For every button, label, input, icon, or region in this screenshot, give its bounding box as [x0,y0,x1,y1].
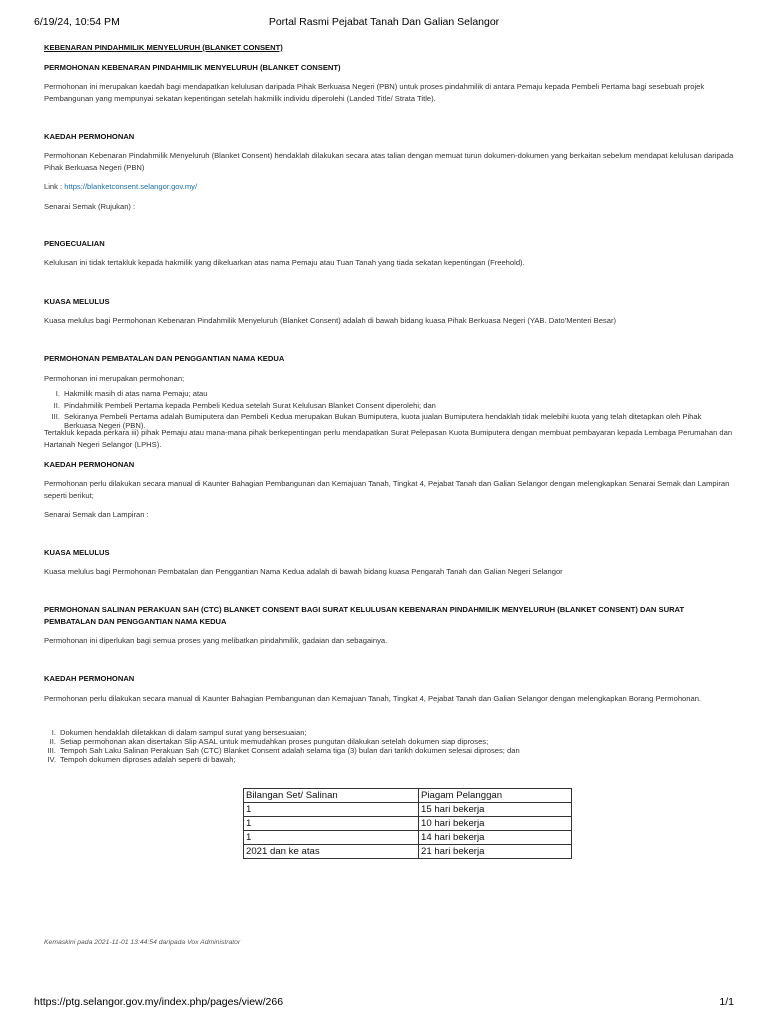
list-item: III. Tempoh Sah Laku Salinan Perakuan Sah (CTC) Blanket Consent adalah selama tiga (3) bulan dari tarikh dokumen selesai diproses; dan [47,746,520,755]
list-item: II. Pindahmilik Pembeli Pertama kepada Pembeli Kedua setelah Surat Kelulusan Blanket Consent diperolehi; dan [53,400,436,410]
table-header-row [244,789,572,803]
last-updated-note: Kemaskini pada 2021-11-01 13:44:54 daripada Vox Administrator [44,938,241,946]
section-heading-kaedah-3: KAEDAH PERMOHONAN [44,674,135,683]
section-text-pengecualian: Kelulusan ini tidak tertakluk kepada hakmilik yang dikeluarkan atas nama Pemaju atau Tuan Tanah yang tiada sekatan kepentingan (Freehold). [44,258,525,267]
section-text-kaedah-1: Permohonan Kebenaran Pindahmilik Menyeluruh (Blanket Consent) hendaklah dilakukan secara atas talian dengan memuat turun dokumen-dokumen yang berkaitan sebelum mendapat kelulusan daripada Pihak Berkuasa Negeri (PBN) [44,151,734,172]
senarai-semak-lampiran: Senarai Semak dan Lampiran : [44,510,149,519]
blanket-consent-link[interactable]: https://blanketconsent.selangor.gov.my/ [64,182,198,191]
table-header: Piagam Pelanggan [419,789,572,803]
table-cell: 15 hari bekerja [419,803,572,817]
table-cell: 1 [244,831,419,845]
section-text-kaedah-2: Permohonan perlu dilakukan secara manual di Kaunter Bahagian Pembangunan dan Kemajuan Tanah, Tingkat 4, Pejabat Tanah dan Galian Selangor dengan melengkapkan Senarai Semak dan Lampiran seperti berikut; [44,479,730,500]
link-label: Link : [44,182,65,191]
print-footer [34,996,734,1010]
table-cell: 1 [244,803,419,817]
list-item: I. Hakmilik masih di atas nama Pemaju; atau [55,389,208,398]
section-heading-kuasa-melulus-1: KUASA MELULUS [44,297,110,306]
table-row [244,845,572,859]
section-intro-pembatalan: Permohonan ini merupakan permohonan; [44,374,185,383]
table-row [244,831,572,845]
page-title: KEBENARAN PINDAHMILIK MENYELURUH (BLANKET CONSENT) [44,43,283,52]
table-cell: 2021 dan ke atas [244,845,419,859]
list-item: IV. Tempoh dokumen diproses adalah seperti di bawah; [47,755,236,764]
table-cell: 10 hari bekerja [419,817,572,831]
pembatalan-note: Tertakluk kepada perkara iii) pihak Pemaju atau mana-mana pihak berkepentingan perlu mendapatkan Surat Pelepasan Kuota Bumiputera dengan membuat pembayaran kepada Lembaga Perumahan dan Hartanah Negeri Selangor (LPHS). [44,428,733,449]
section-text-blanket-consent: Permohonan ini merupakan kaedah bagi mendapatkan kelulusan daripada Pihak Berkuasa Negeri (PBN) untuk proses pindahmilik di antara Pemaju kepada Pembeli Pertama bagi sesebuah projek Pembangunan yang mempunyai sekatan kepentingan setelah hakmilik individu diperolehi (Landed Title/ Strata Title). [44,82,705,103]
table-row [244,803,572,817]
senarai-semak-rujukan: Senarai Semak (Rujukan) : [44,202,136,211]
print-datetime: 6/19/24, 10:54 PM [34,16,120,28]
table-cell: 1 [244,817,419,831]
print-url: https://ptg.selangor.gov.my/index.php/pages/view/266 [34,996,284,1008]
link-line [44,181,197,193]
processing-time-table [243,788,572,859]
section-heading-pembatalan: PERMOHONAN PEMBATALAN DAN PENGGANTIAN NAMA KEDUA [44,354,285,363]
table-cell: 21 hari bekerja [419,845,572,859]
print-page-title: Portal Rasmi Pejabat Tanah Dan Galian Selangor [268,16,500,28]
section-heading-blanket-consent: PERMOHONAN KEBENARAN PINDAHMILIK MENYELURUH (BLANKET CONSENT) [44,63,341,72]
print-header [34,16,734,30]
list-item: III. Sekiranya Pembeli Pertama adalah Bumiputera dan Pembeli Kedua merupakan Bukan Bumiputera, kuota jualan Bumiputera hendaklah tidak melebihi kuota yang telah ditetapkan oleh Pihak Berkuasa Negeri (PBN). [51,412,702,430]
table-row [244,817,572,831]
list-item: II. Setiap permohonan akan disertakan Slip ASAL untuk memudahkan proses pungutan dilakukan setelah dokumen siap diproses; [49,737,489,746]
table-header: Bilangan Set/ Salinan [244,789,419,803]
section-text-kuasa-melulus-2: Kuasa melulus bagi Permohonan Pembatalan dan Penggantian Nama Kedua adalah di bawah bidang kuasa Pengarah Tanah dan Galian Negeri Selangor [44,567,563,576]
section-text-ctc: Permohonan ini diperlukan bagi semua proses yang melibatkan pindahmilik, gadaian dan sebagainya. [44,636,388,645]
ctc-conditions-list [40,728,710,764]
section-heading-kaedah-2: KAEDAH PERMOHONAN [44,460,135,469]
section-heading-kuasa-melulus-2: KUASA MELULUS [44,548,110,557]
section-heading-ctc: PERMOHONAN SALINAN PERAKUAN SAH (CTC) BLANKET CONSENT BAGI SURAT KELULUSAN KEBENARAN PINDAHMILIK MENYELURUH (BLANKET CONSENT) DAN SURAT PEMBATALAN DAN PENGGANTIAN NAMA KEDUA [44,605,685,626]
page-number: 1/1 [719,996,734,1008]
table-cell: 14 hari bekerja [419,831,572,845]
section-heading-kaedah-1: KAEDAH PERMOHONAN [44,132,135,141]
section-text-kaedah-3: Permohonan perlu dilakukan secara manual di Kaunter Bahagian Pembangunan dan Kemajuan Tanah, Tingkat 4, Pejabat Tanah dan Galian Selangor dengan melengkapkan Borang Permohonan. [44,694,702,703]
list-item: I. Dokumen hendaklah diletakkan di dalam sampul surat yang bersesuaian; [51,728,307,737]
section-heading-pengecualian: PENGECUALIAN [44,239,105,248]
pembatalan-conditions-list [44,388,714,430]
section-text-kuasa-melulus-1: Kuasa melulus bagi Permohonan Kebenaran Pindahmilik Menyeluruh (Blanket Consent) adalah di bawah bidang kuasa Pihak Berkuasa Negeri (YAB. Dato'Menteri Besar) [44,316,617,325]
